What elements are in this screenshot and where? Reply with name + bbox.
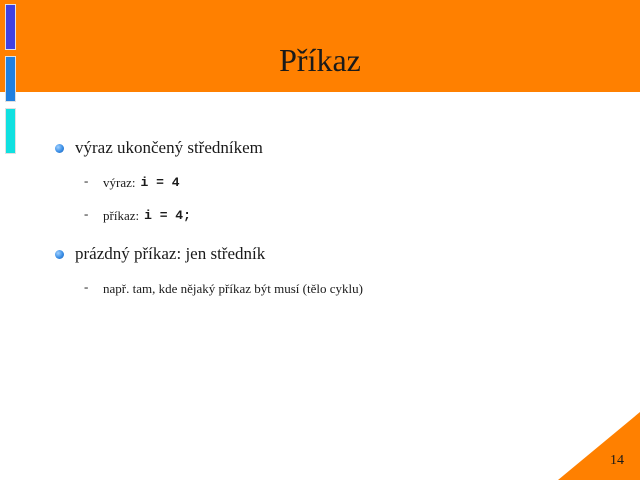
decorative-bar-cyan [5, 108, 16, 154]
sub-bullet-item [84, 280, 363, 298]
bullet-item [55, 137, 263, 159]
sub-bullet-label: výraz: [103, 175, 136, 190]
bullet-dot-icon [55, 250, 64, 259]
sub-bullet-dash-icon: - [84, 278, 89, 294]
bullet-text: výraz ukončený středníkem [75, 138, 263, 157]
code-snippet: i = 4 [140, 175, 180, 190]
sub-bullet-label: příkaz: [103, 208, 140, 223]
code-snippet: i = 4; [144, 208, 191, 223]
corner-triangle [558, 412, 640, 480]
sub-bullet-dash-icon: - [84, 172, 89, 188]
slide-number: 14 [610, 453, 624, 468]
slide-title: Příkaz [279, 42, 361, 78]
sub-bullet-item [84, 207, 191, 225]
sub-bullet-label: např. tam, kde nějaký příkaz být musí (tělo cyklu) [103, 281, 363, 296]
bullet-item [55, 243, 265, 265]
bullet-text: prázdný příkaz: jen středník [75, 244, 266, 263]
sub-bullet-item [84, 174, 180, 192]
sub-bullet-dash-icon: - [84, 205, 89, 221]
bullet-dot-icon [55, 144, 64, 153]
